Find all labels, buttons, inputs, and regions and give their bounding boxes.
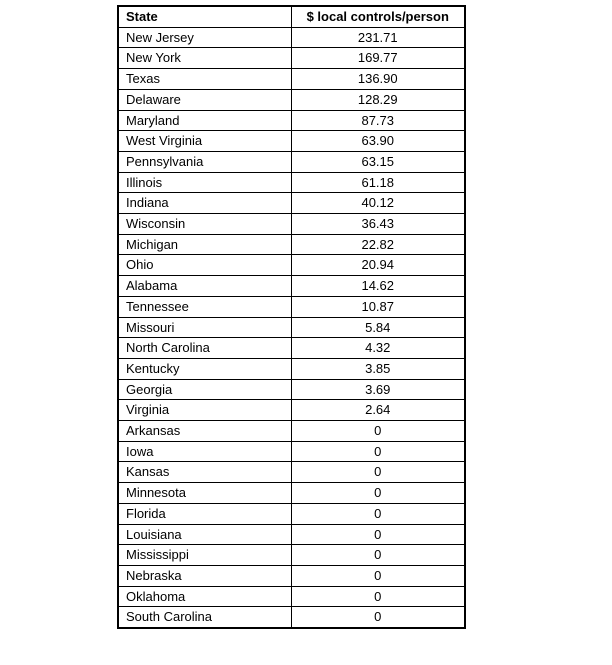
table-row (118, 503, 465, 524)
value-cell: 5.84 (291, 317, 465, 338)
state-name-cell: Indiana (118, 193, 291, 214)
table-row (118, 151, 465, 172)
state-name-cell: West Virginia (118, 131, 291, 152)
value-cell: 10.87 (291, 296, 465, 317)
table-row (118, 27, 465, 48)
table-row (118, 338, 465, 359)
value-cell: 0 (291, 524, 465, 545)
value-cell: 0 (291, 483, 465, 504)
state-name-cell: Illinois (118, 172, 291, 193)
state-name-cell: Ohio (118, 255, 291, 276)
table-row (118, 545, 465, 566)
value-cell: 0 (291, 503, 465, 524)
state-name-cell: Texas (118, 69, 291, 90)
value-cell: 0 (291, 607, 465, 628)
table-row (118, 586, 465, 607)
value-cell: 136.90 (291, 69, 465, 90)
state-name-cell: Alabama (118, 276, 291, 297)
value-cell: 0 (291, 462, 465, 483)
state-name-cell: Pennsylvania (118, 151, 291, 172)
table-row (118, 483, 465, 504)
state-name-cell: Delaware (118, 89, 291, 110)
state-name-cell: Arkansas (118, 421, 291, 442)
table-row (118, 234, 465, 255)
value-cell: 36.43 (291, 214, 465, 235)
local-controls-per-person-column-header: $ local controls/person (291, 6, 465, 27)
table-body (118, 27, 465, 628)
table-header (118, 6, 465, 27)
state-name-cell: Tennessee (118, 296, 291, 317)
state-name-cell: Virginia (118, 400, 291, 421)
value-cell: 3.85 (291, 358, 465, 379)
state-name-cell: Georgia (118, 379, 291, 400)
table-row (118, 89, 465, 110)
state-local-controls-table-container (117, 5, 466, 629)
value-cell: 63.90 (291, 131, 465, 152)
value-cell: 0 (291, 586, 465, 607)
value-cell: 169.77 (291, 48, 465, 69)
state-local-controls-table (117, 5, 466, 629)
table-row (118, 441, 465, 462)
table-row (118, 131, 465, 152)
table-row (118, 110, 465, 131)
value-cell: 0 (291, 421, 465, 442)
value-cell: 63.15 (291, 151, 465, 172)
table-row (118, 255, 465, 276)
state-name-cell: Florida (118, 503, 291, 524)
state-name-cell: Missouri (118, 317, 291, 338)
state-name-cell: South Carolina (118, 607, 291, 628)
table-row (118, 400, 465, 421)
table-row (118, 69, 465, 90)
state-name-cell: New York (118, 48, 291, 69)
value-cell: 0 (291, 565, 465, 586)
value-cell: 61.18 (291, 172, 465, 193)
table-row (118, 462, 465, 483)
header-row (118, 6, 465, 27)
value-cell: 14.62 (291, 276, 465, 297)
value-cell: 22.82 (291, 234, 465, 255)
table-row (118, 296, 465, 317)
state-name-cell: Louisiana (118, 524, 291, 545)
value-cell: 231.71 (291, 27, 465, 48)
state-name-cell: New Jersey (118, 27, 291, 48)
table-row (118, 421, 465, 442)
state-name-cell: Kansas (118, 462, 291, 483)
state-name-cell: Kentucky (118, 358, 291, 379)
state-name-cell: Oklahoma (118, 586, 291, 607)
value-cell: 87.73 (291, 110, 465, 131)
table-row (118, 317, 465, 338)
table-row (118, 193, 465, 214)
value-cell: 2.64 (291, 400, 465, 421)
table-row (118, 524, 465, 545)
table-row (118, 172, 465, 193)
table-row (118, 607, 465, 628)
state-name-cell: Minnesota (118, 483, 291, 504)
state-name-cell: Wisconsin (118, 214, 291, 235)
value-cell: 40.12 (291, 193, 465, 214)
state-name-cell: Maryland (118, 110, 291, 131)
table-row (118, 276, 465, 297)
table-row (118, 358, 465, 379)
state-name-cell: North Carolina (118, 338, 291, 359)
table-row (118, 379, 465, 400)
value-cell: 4.32 (291, 338, 465, 359)
value-cell: 3.69 (291, 379, 465, 400)
state-name-cell: Nebraska (118, 565, 291, 586)
table-row (118, 565, 465, 586)
value-cell: 20.94 (291, 255, 465, 276)
value-cell: 0 (291, 441, 465, 462)
state-name-cell: Iowa (118, 441, 291, 462)
state-name-cell: Michigan (118, 234, 291, 255)
table-row (118, 214, 465, 235)
value-cell: 0 (291, 545, 465, 566)
value-cell: 128.29 (291, 89, 465, 110)
state-column-header: State (118, 6, 291, 27)
table-row (118, 48, 465, 69)
state-name-cell: Mississippi (118, 545, 291, 566)
